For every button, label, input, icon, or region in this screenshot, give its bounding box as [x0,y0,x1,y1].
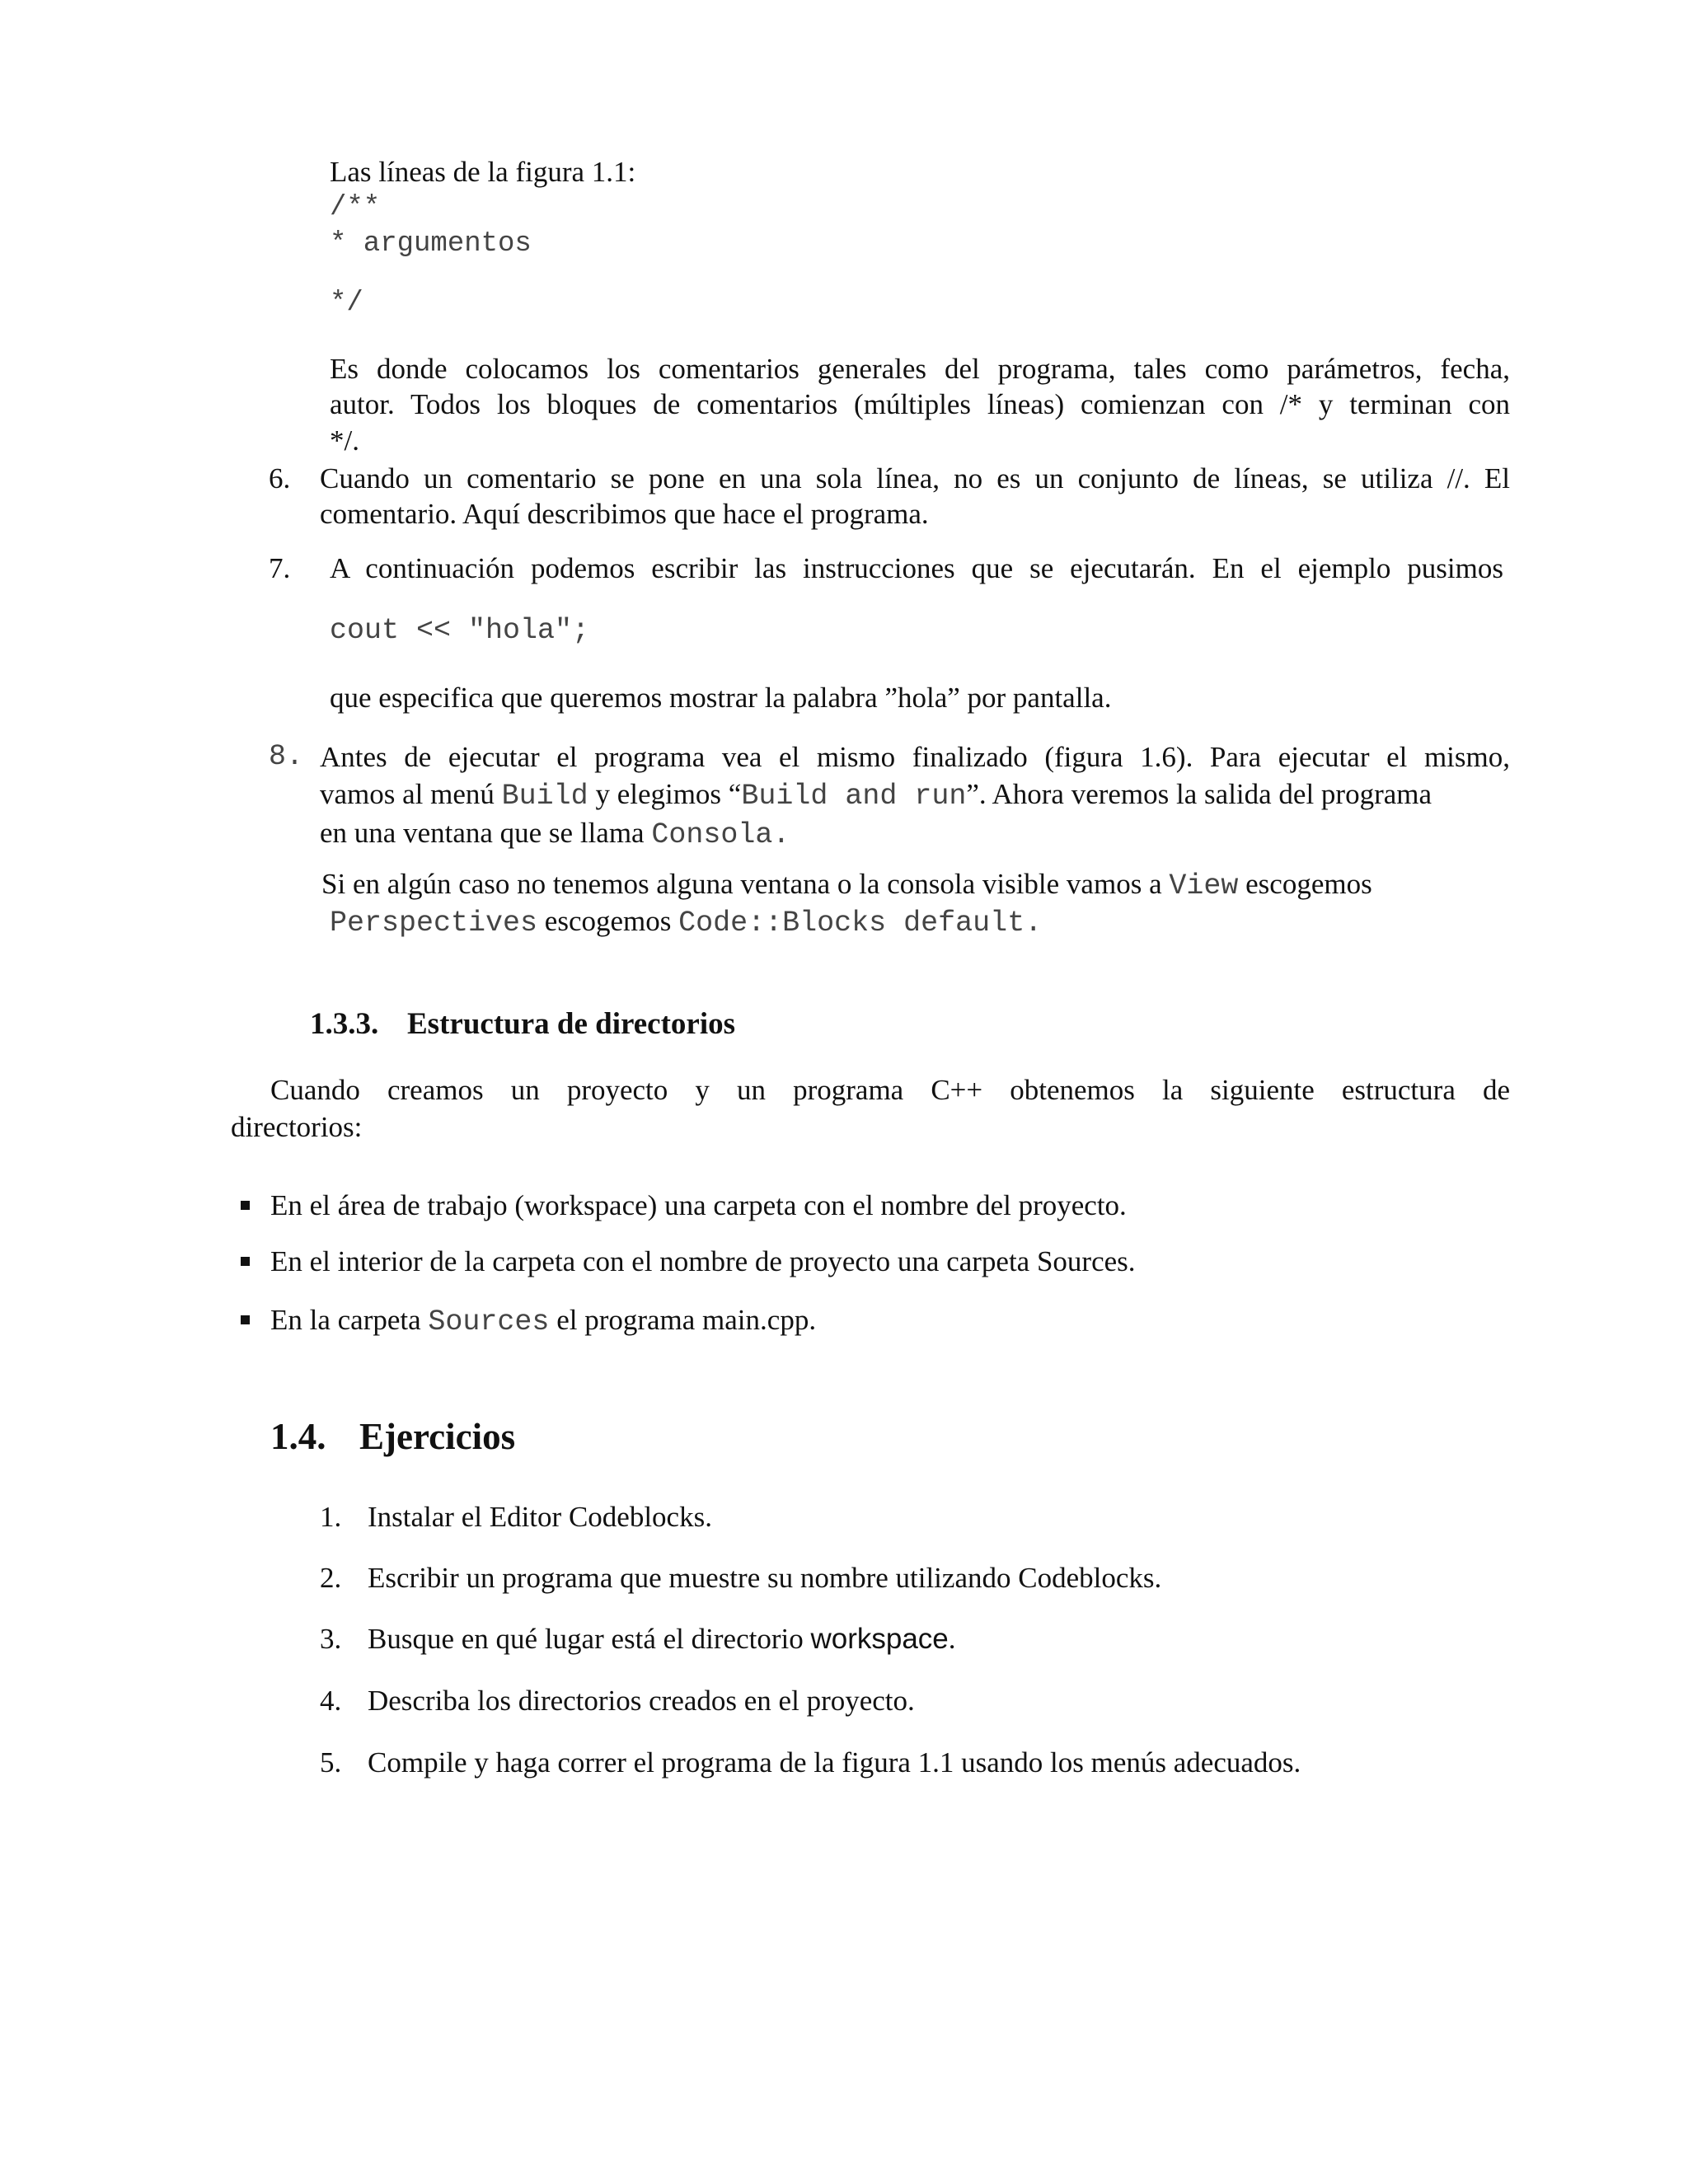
workspace-ref: workspace [810,1623,949,1655]
item-8-line3: en una ventana que se llama Consola. [320,817,790,851]
item-7-code: cout << "hola"; [330,614,590,647]
item-8-p2-line1: Si en algún caso no tenemos alguna ventana o la consola visible vamos a View escogemos [321,868,1372,902]
section-133-title: Estructura de directorios [407,1007,736,1041]
bullet-square-icon [241,1257,250,1266]
exercise-2: Escribir un programa que muestre su nombre utilizando Codeblocks. [368,1562,1162,1594]
exercise-number: 5. [320,1746,342,1779]
section-14-number: 1.4. [270,1416,326,1457]
comment-paragraph-line3: */. [330,424,359,457]
view-menu-ref: View [1169,869,1239,902]
bullet-2: En el interior de la carpeta con el nombre de proyecto una carpeta Sources. [270,1245,1136,1277]
item-number-7: 7. [269,552,291,584]
section-14-title: Ejercicios [359,1416,516,1457]
build-and-run-ref: Build and run [741,780,967,813]
item-8-line2: vamos al menú Build y elegimos “Build and run”. Ahora veremos la salida del programa [320,778,1432,813]
intro-heading: Las líneas de la figura 1.1: [330,156,636,188]
code-line-2: * argumentos [330,228,532,260]
item-8-p2-line2: Perspectives escogemos Code::Blocks default. [330,905,1043,940]
section-133-intro-line2: directorios: [231,1111,363,1143]
exercise-number: 2. [320,1562,342,1594]
section-133-intro-line1: Cuando creamos un proyecto y un programa C++ obtenemos la siguiente estructura de [270,1074,1510,1106]
item-7-line1: A continuación podemos escribir las instrucciones que se ejecutarán. En el ejemplo pusimos [330,552,1503,584]
code-line-3: */ [330,288,363,319]
sources-ref: Sources [428,1305,550,1338]
bullet-square-icon [241,1315,250,1324]
comment-paragraph-line2: autor. Todos los bloques de comentarios (múltiples líneas) comienzan con /* y terminan con [330,388,1510,420]
item-7-after: que especifica que queremos mostrar la palabra ”hola” por pantalla. [330,682,1112,714]
bullet-1: En el área de trabajo (workspace) una carpeta con el nombre del proyecto. [270,1189,1127,1221]
build-menu-ref: Build [501,780,588,813]
item-number-6: 6. [269,462,291,494]
codeblocks-default-ref: Code::Blocks default. [678,907,1043,940]
exercise-number: 1. [320,1501,342,1533]
item-6-line2: comentario. Aquí describimos que hace el programa. [320,498,929,530]
consola-ref: Consola. [651,818,790,851]
item-6-line1: Cuando un comentario se pone en una sola línea, no es un conjunto de líneas, se utiliza //. El [320,462,1510,494]
bullet-square-icon [241,1201,250,1210]
code-line-1: /** [330,192,381,223]
exercise-5: Compile y haga correr el programa de la figura 1.1 usando los menús adecuados. [368,1746,1301,1779]
exercise-number: 3. [320,1623,342,1655]
comment-paragraph-line1: Es donde colocamos los comentarios generales del programa, tales como parámetros, fecha, [330,353,1510,385]
section-133-number: 1.3.3. [310,1007,379,1041]
exercise-3: Busque en qué lugar está el directorio workspace. [368,1623,956,1655]
perspectives-ref: Perspectives [330,907,538,940]
exercise-1: Instalar el Editor Codeblocks. [368,1501,712,1533]
exercise-4: Describa los directorios creados en el proyecto. [368,1685,915,1717]
exercise-number: 4. [320,1685,342,1717]
bullet-3: En la carpeta Sources el programa main.cpp. [270,1304,817,1338]
item-number-8: 8. [269,740,304,773]
item-8-line1: Antes de ejecutar el programa vea el mismo finalizado (figura 1.6). Para ejecutar el mismo, [320,741,1510,773]
